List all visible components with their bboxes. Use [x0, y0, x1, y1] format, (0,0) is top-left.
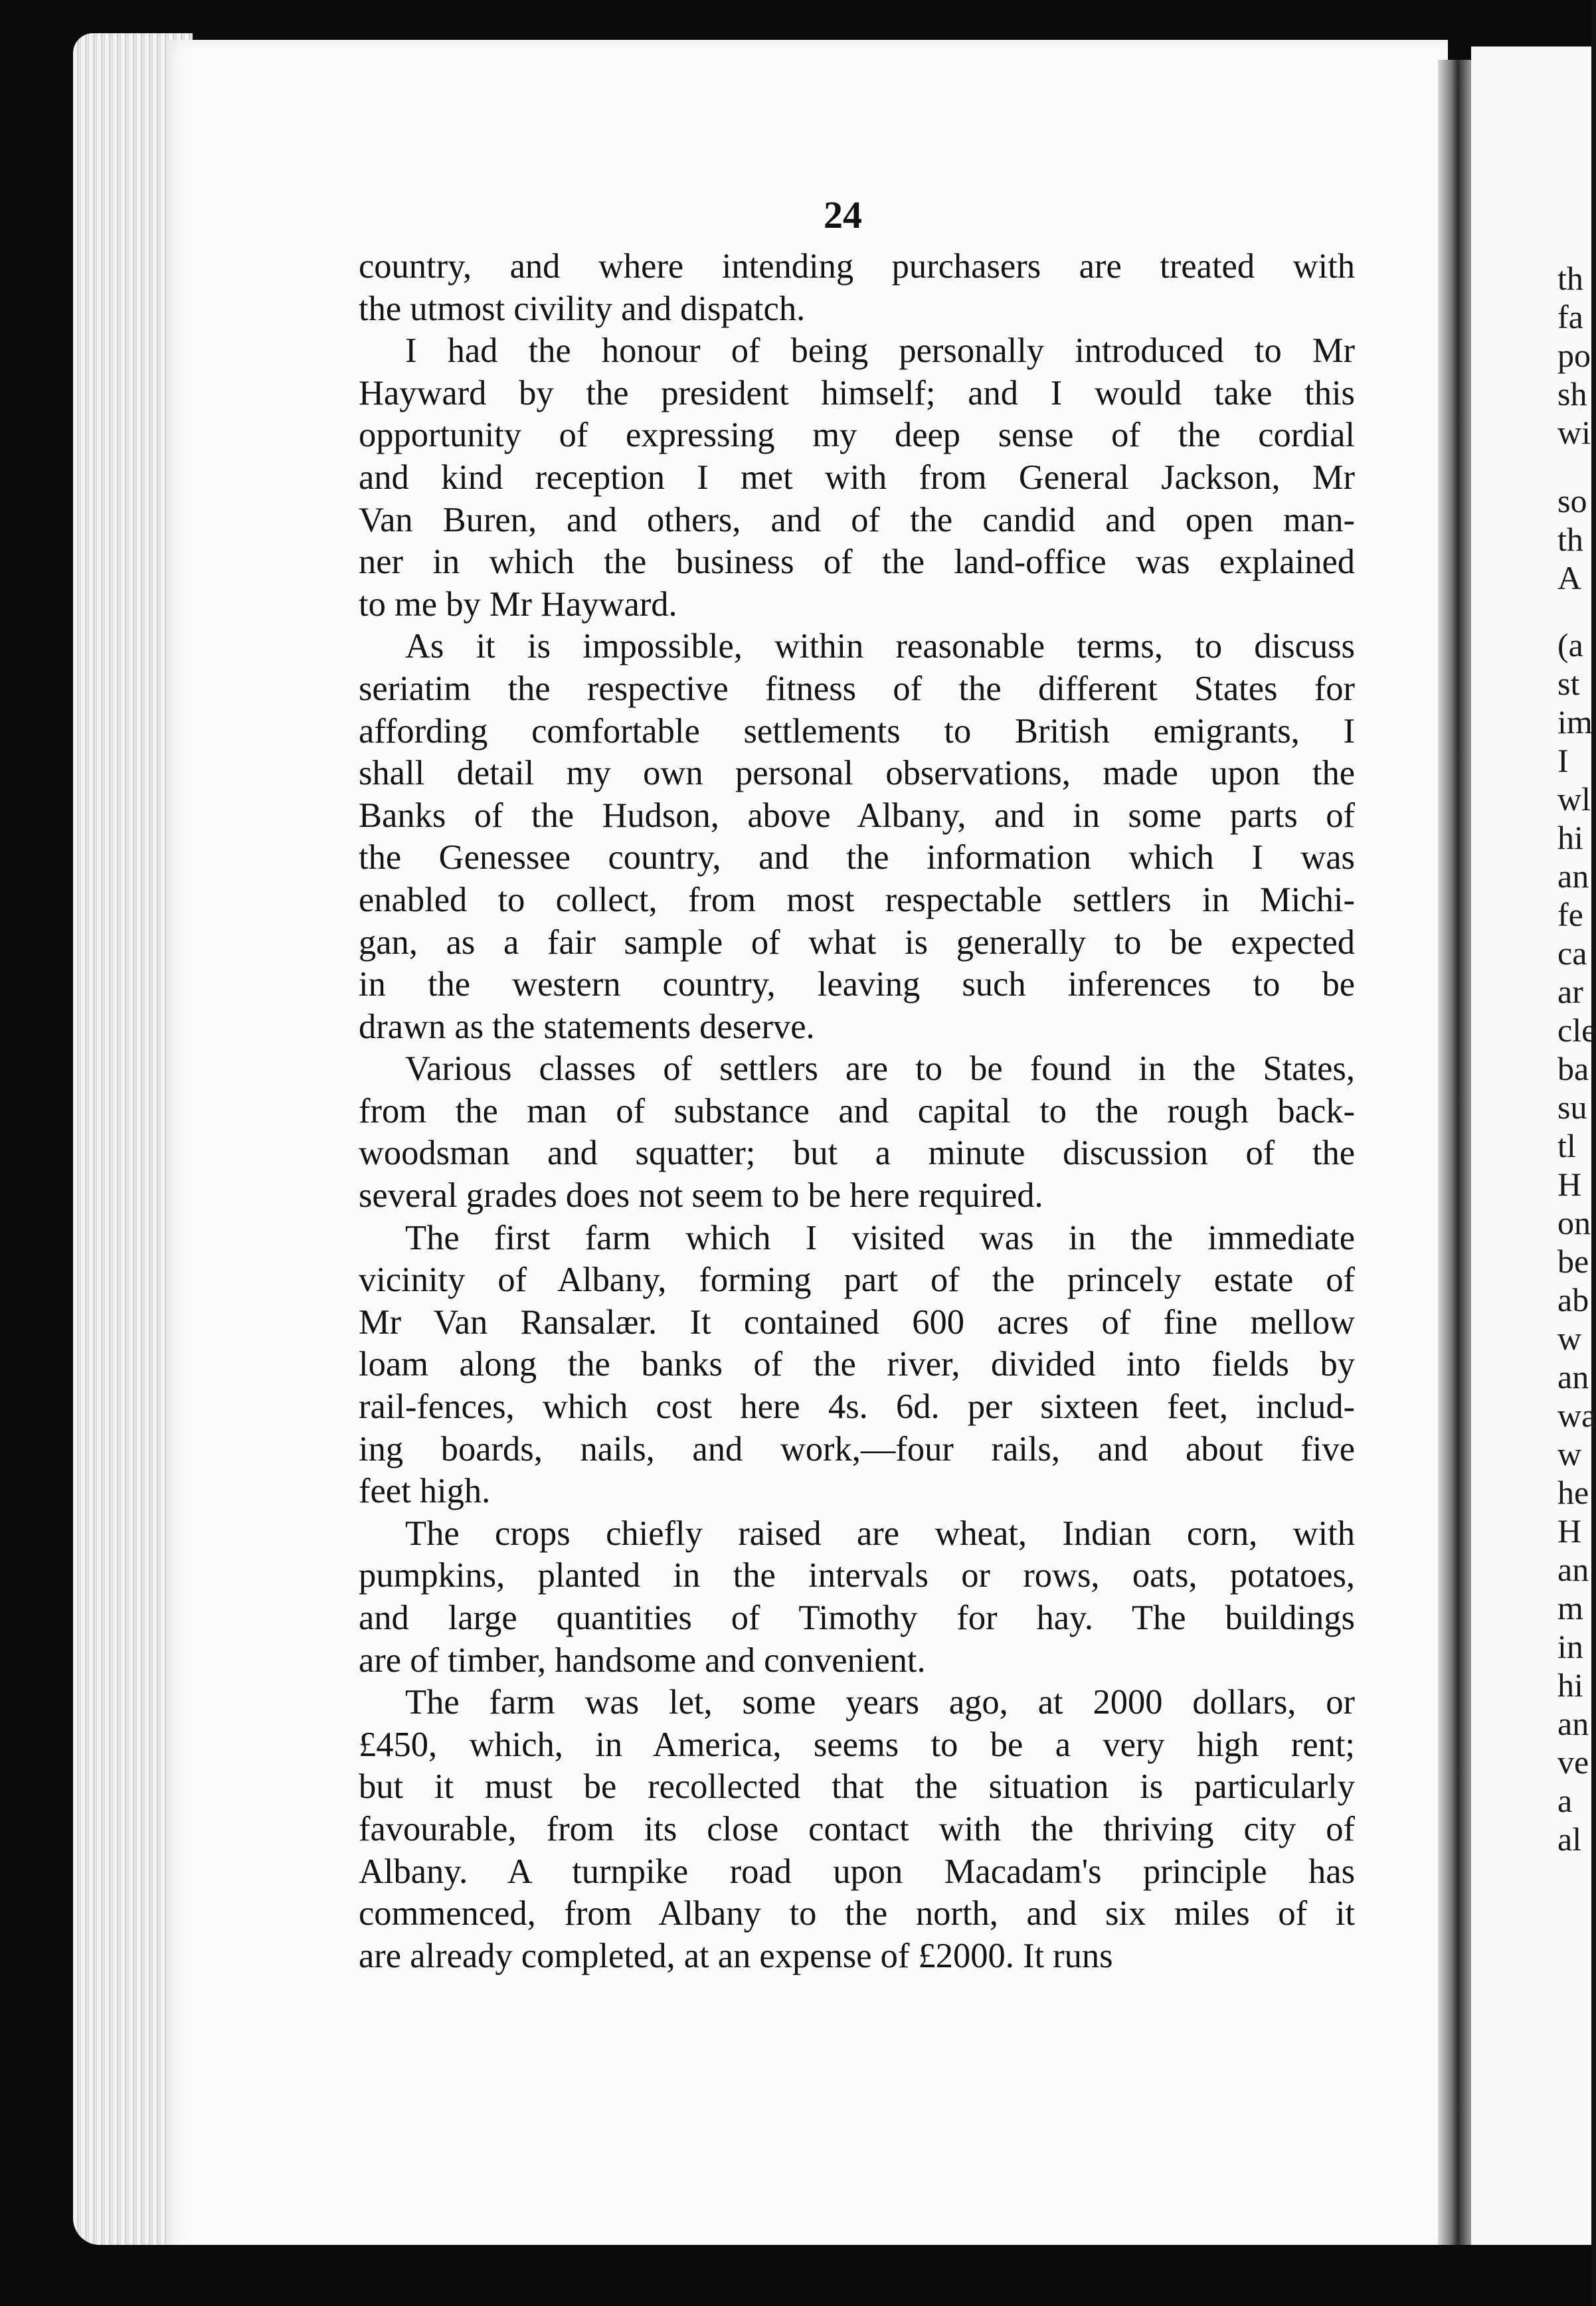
facing-page-text-fragment: wa [1557, 1397, 1596, 1434]
facing-page-text-fragment: hi [1557, 1666, 1583, 1704]
paragraph [359, 1513, 1355, 1682]
text-line: vicinity of Albany, forming part of the princely estate of [359, 1261, 1355, 1300]
facing-page-text-fragment: an [1557, 1705, 1589, 1742]
paragraph [359, 330, 1355, 626]
facing-page-text-fragment: ba [1557, 1050, 1589, 1087]
text-line: the utmost civility and dispatch. [359, 289, 806, 328]
text-line: seriatim the respective fitness of the different States for [359, 669, 1355, 708]
text-line: several grades does not seem to be here required. [359, 1176, 1043, 1215]
paragraph [359, 1682, 1355, 1977]
text-line: As it is impossible, within reasonable terms, to discuss [405, 627, 1355, 666]
facing-page-text-fragment: tl [1557, 1127, 1576, 1164]
facing-page-text-fragment: H [1557, 1166, 1582, 1203]
facing-page-text-fragment: ca [1557, 934, 1587, 972]
text-line: ing boards, nails, and work,—four rails, and about five [359, 1429, 1355, 1468]
facing-page-text-fragment: (a [1557, 626, 1583, 664]
facing-page-text-fragment: sh [1557, 375, 1587, 412]
facing-page-text-fragment: be [1557, 1243, 1589, 1280]
facing-page-text-fragment: su [1557, 1089, 1587, 1126]
text-line: to me by Mr Hayward. [359, 584, 677, 624]
facing-page-text-fragment: ve [1557, 1743, 1589, 1781]
paragraph [359, 1048, 1355, 1217]
text-line: £450, which, in America, seems to be a very high rent; [359, 1725, 1355, 1764]
page-number: 24 [824, 193, 862, 236]
facing-page-text-fragment: fe [1557, 896, 1583, 933]
facing-page-text-fragment: ab [1557, 1281, 1589, 1318]
text-line: Hayward by the president himself; and I would take this [359, 373, 1355, 412]
facing-page-text-fragment: an [1557, 857, 1589, 895]
text-line: and large quantities of Timothy for hay. The buildings [359, 1599, 1355, 1637]
facing-page-text-fragment: im [1557, 703, 1593, 741]
body-text [359, 246, 1355, 1977]
text-line: drawn as the statements deserve. [359, 1007, 815, 1046]
text-line: Van Buren, and others, and of the candid and open man- [359, 500, 1355, 539]
text-line: the Genessee country, and the information which I was [359, 838, 1355, 877]
text-line: country, and where intending purchasers are treated with [359, 247, 1355, 286]
text-line: loam along the banks of the river, divided into fields by [359, 1345, 1355, 1384]
facing-page-text-fragment: w [1557, 1435, 1582, 1472]
facing-page-text-fragment: w [1557, 1320, 1582, 1357]
facing-page-text-fragment: he [1557, 1474, 1589, 1511]
facing-page-text-fragment: wl [1557, 780, 1591, 818]
text-line: from the man of substance and capital to the rough back- [359, 1091, 1355, 1130]
facing-page-text-fragment: on [1557, 1204, 1591, 1241]
text-line: The farm was let, some years ago, at 2000 dollars, or [405, 1683, 1355, 1722]
text-line: The first farm which I visited was in the immediate [405, 1218, 1355, 1257]
facing-page-text-fragment: I [1557, 742, 1569, 779]
text-line: rail-fences, which cost here 4s. 6d. per sixteen feet, includ- [359, 1387, 1355, 1427]
text-line: ner in which the business of the land-office was explained [359, 543, 1355, 582]
text-line: commenced, from Albany to the north, and six miles of it [359, 1894, 1355, 1933]
facing-page-text-fragment: m [1557, 1589, 1583, 1627]
facing-page-text-fragment: so [1557, 482, 1587, 519]
paragraph [359, 1217, 1355, 1513]
text-line: I had the honour of being personally introduced to Mr [405, 331, 1355, 371]
text-line: feet high. [359, 1472, 491, 1511]
facing-page-text-fragment: H [1557, 1512, 1582, 1550]
facing-page-text-fragment: cle [1557, 1012, 1596, 1049]
facing-page-text-fragment: wi [1557, 414, 1591, 451]
facing-page-text-fragment: th [1557, 521, 1583, 558]
facing-page-text-fragment: an [1557, 1358, 1589, 1395]
text-line: but it must be recollected that the situation is particularly [359, 1767, 1355, 1807]
facing-page-text-fragment: in [1557, 1628, 1583, 1665]
text-line: Various classes of settlers are to be found in the States, [405, 1049, 1355, 1089]
text-line: in the western country, leaving such inferences to be [359, 965, 1355, 1004]
text-line: Albany. A turnpike road upon Macadam's principle has [359, 1852, 1355, 1891]
text-line: opportunity of expressing my deep sense of the cordial [359, 416, 1355, 455]
facing-page-text-fragment: ar [1557, 973, 1583, 1010]
text-line: are already completed, at an expense of £2000. It runs [359, 1936, 1113, 1975]
facing-page-text-fragment: st [1557, 665, 1580, 702]
facing-page-text-fragment: A [1557, 559, 1582, 596]
facing-page-text-fragment: th [1557, 260, 1583, 297]
text-line: affording comfortable settlements to British emigrants, I [359, 711, 1355, 751]
book-gutter [1438, 60, 1471, 2245]
text-line: shall detail my own personal observations, made upon the [359, 754, 1355, 793]
text-line: enabled to collect, from most respectable settlers in Michi- [359, 880, 1355, 919]
facing-page-text-fragment: hi [1557, 819, 1583, 856]
facing-page-text-fragment: po [1557, 337, 1591, 374]
text-line: are of timber, handsome and convenient. [359, 1641, 926, 1680]
facing-page-text-fragment: a [1557, 1782, 1573, 1819]
text-line: Banks of the Hudson, above Albany, and in some parts of [359, 796, 1355, 835]
text-line: Mr Van Ransalær. It contained 600 acres of fine mellow [359, 1302, 1355, 1342]
text-line: The crops chiefly raised are wheat, Indian corn, with [405, 1514, 1355, 1553]
text-line: and kind reception I met with from General Jackson, Mr [359, 458, 1355, 497]
text-line: favourable, from its close contact with the thriving city of [359, 1809, 1355, 1848]
text-line: pumpkins, planted in the intervals or rows, oats, potatoes, [359, 1556, 1355, 1595]
text-line: gan, as a fair sample of what is generally to be expected [359, 923, 1355, 962]
paragraph [359, 626, 1355, 1048]
facing-page-text-fragment: fa [1557, 298, 1583, 335]
paragraph [359, 246, 1355, 330]
facing-page-fragment [1471, 46, 1596, 2258]
facing-page-text-fragment: al [1557, 1820, 1582, 1858]
scan-bottom-edge [166, 2245, 1591, 2306]
facing-page-text-fragment: an [1557, 1551, 1589, 1588]
text-line: woodsman and squatter; but a minute discussion of the [359, 1134, 1355, 1173]
